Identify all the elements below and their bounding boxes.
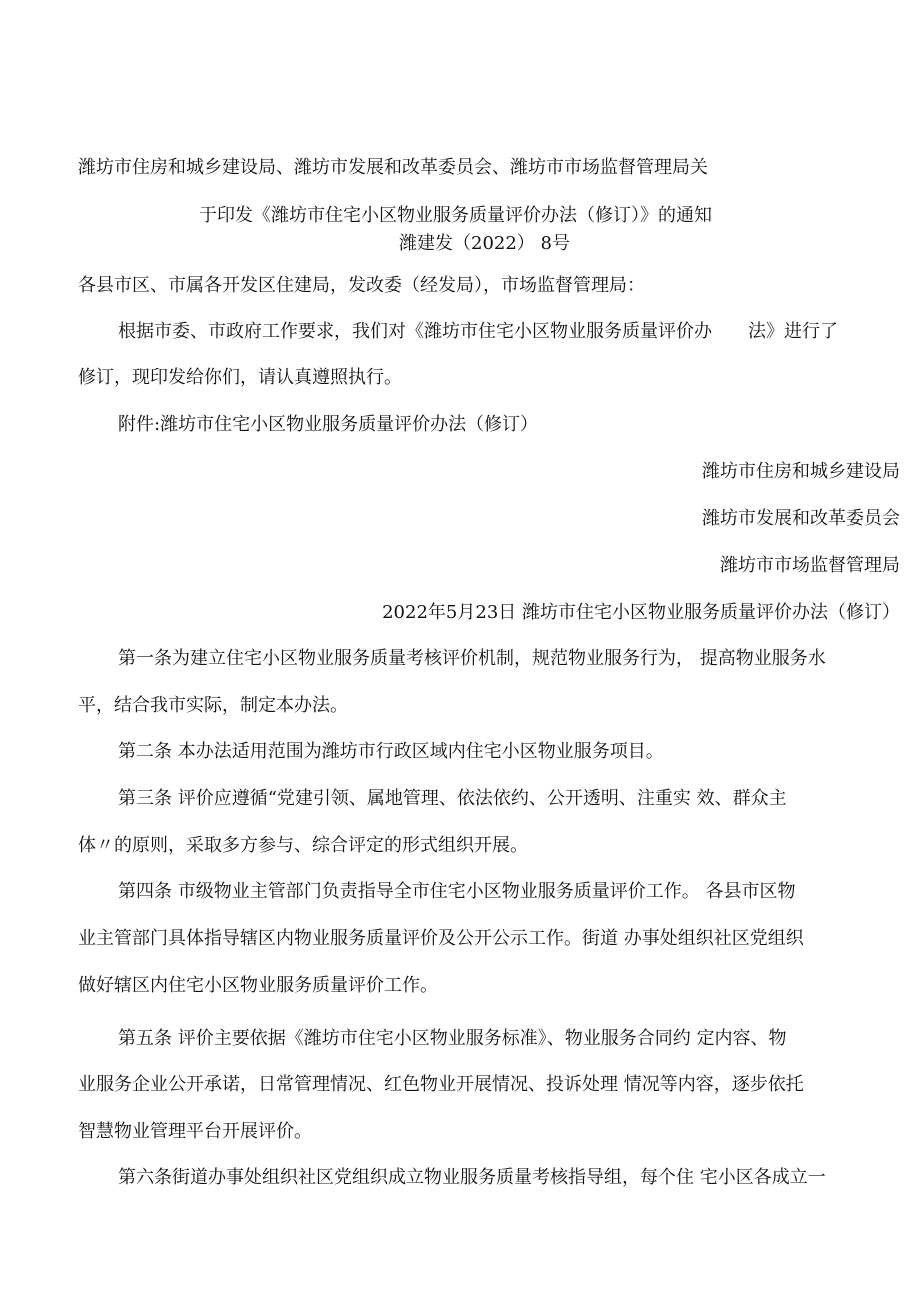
article-5-line-3: 智慧物业管理平台开展评价。 <box>78 1121 312 1142</box>
article-5-line-2: 业服务企业公开承诺，日常管理情况、红色物业开展情况、投诉处理 情况等内容，逐步依托 <box>78 1074 804 1095</box>
intro-line-2: 修订，现印发给你们，请认真遵照执行。 <box>78 367 402 388</box>
article-4-line-3: 做好辖区内住宅小区物业服务质量评价工作。 <box>78 975 438 996</box>
article-4-line-2: 业主管部门具体指导辖区内物业服务质量评价及公开公示工作。街道 办事处组织社区党组织 <box>78 928 804 949</box>
intro-line-1: 根据市委、市政府工作要求，我们对《潍坊市住宅小区物业服务质量评价办 法》进行了 <box>118 321 838 342</box>
article-4-line-1: 第四条 市级物业主管部门负责指导全市住宅小区物业服务质量评价工作。 各县市区物 <box>118 881 796 902</box>
signatory-housing-bureau: 潍坊市住房和城乡建设局 <box>702 461 900 482</box>
signatory-market-regulation: 潍坊市市场监督管理局 <box>720 555 900 576</box>
article-1-line-1: 第一条为建立住宅小区物业服务质量考核评价机制，规范物业服务行为， 提高物业服务水 <box>118 648 826 669</box>
document-title-line-2: 于印发《潍坊市住宅小区物业服务质量评价办法（修订）》的通知 <box>199 205 712 226</box>
article-5-line-1: 第五条 评价主要依据《潍坊市住宅小区物业服务标准》、物业服务合同约 定内容、物 <box>118 1028 787 1049</box>
article-1-line-2: 平，结合我市实际，制定本办法。 <box>78 695 348 716</box>
article-2-line-1: 第二条 本办法适用范围为潍坊市行政区域内住宅小区物业服务项目。 <box>118 741 664 762</box>
date-and-subtitle: 2022年5月23日 潍坊市住宅小区物业服务质量评价办法（修订） <box>382 602 900 623</box>
document-title-line-1: 潍坊市住房和城乡建设局、潍坊市发展和改革委员会、潍坊市市场监督管理局关 <box>78 157 708 178</box>
article-3-line-1: 第三条 评价应遵循“党建引领、属地管理、依法依约、公开透明、注重实 效、群众主 <box>118 788 787 809</box>
article-6-line-1: 第六条街道办事处组织社区党组织成立物业服务质量考核指导组，每个住 宅小区各成立一 <box>118 1167 826 1188</box>
document-number: 潍建发（2022） 8号 <box>399 233 570 254</box>
attachment-note: 附件:潍坊市住宅小区物业服务质量评价办法（修订） <box>118 414 539 435</box>
article-3-line-2: 体〃的原则，采取多方参与、综合评定的形式组织开展。 <box>78 835 528 856</box>
addressee: 各县市区、市属各开发区住建局，发改委（经发局），市场监督管理局： <box>78 275 645 296</box>
signatory-development-commission: 潍坊市发展和改革委员会 <box>702 508 900 529</box>
